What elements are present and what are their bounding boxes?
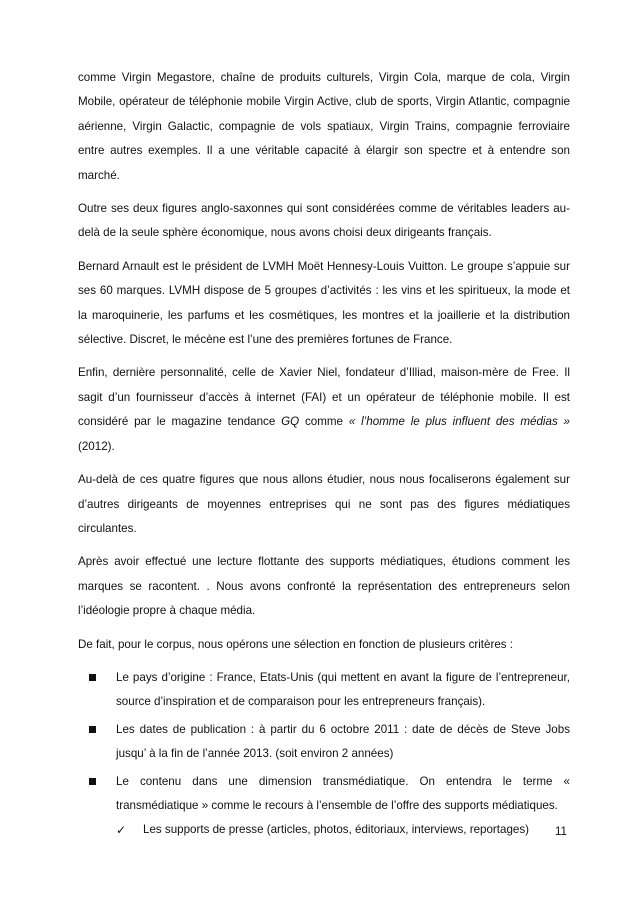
magazine-name: GQ	[281, 415, 300, 429]
niel-text-after: (2012).	[78, 439, 115, 453]
paragraph-other-leaders: Au-delà de ces quatre figures que nous allons étudier, nous nous focaliserons également sur d’autres dirigeants de moyennes entreprises qui ne sont pas des figures médiatiques circulantes.	[78, 473, 570, 535]
criteria-item-content	[116, 770, 570, 843]
criteria-item-dates	[116, 718, 570, 767]
niel-quote: « l’homme le plus influent des médias »	[348, 415, 571, 429]
sub-criteria-item	[116, 818, 570, 842]
paragraph-virgin: comme Virgin Megastore, chaîne de produits culturels, Virgin Cola, marque de cola, Virgin Mobile, opérateur de téléphonie mobile Virgin Active, club de sports, Virgin Atlantic, compagnie aérienne, Virgin Galactic, compagnie de vols spatiaux, Virgin Trains, compagnie ferroviaire entre autres exemples. Il a une véritable capacité à élargir son spectre et à entendre son marché.	[78, 71, 570, 182]
sub-criteria-text: Les supports de presse (articles, photos, éditoriaux, interviews, reportages)	[143, 823, 530, 837]
paragraph-arnault: Bernard Arnault est le président de LVMH Moët Hennesy-Louis Vuitton. Le groupe s’appuie sur ses 60 marques. LVMH dispose de 5 groupes d’activités : les vins et les spiritueux, la mode et la maroquinerie, les parfums et les cosmétiques, les montres et la joaillerie et la distribution sélective. Discret, le mécène est l’une des premières fortunes de France.	[78, 259, 570, 347]
criteria-text: Les dates de publication : à partir du 6 octobre 2011 : date de décès de Steve Jobs jusqu’ à la fin de l’année 2013. (soit environ 2 années)	[116, 722, 570, 761]
niel-text-before: Enfin, dernière personnalité, celle de Xavier Niel, fondateur d’Illiad, maison-mère de Free. Il sagit d’un fournisseur d’accès à internet (FAI) et un opérateur de téléphonie mobile. Il est considéré par le magazine tendance	[78, 366, 570, 429]
criteria-text: Le contenu dans une dimension transmédiatique. On entendra le terme « transmédiatique » comme le recours à l’ensemble de l’offre des supports médiatiques.	[116, 774, 570, 812]
page-number: 11	[554, 825, 567, 838]
body-text	[78, 66, 570, 846]
sub-criteria-list	[116, 818, 570, 842]
criteria-list	[78, 666, 570, 843]
paragraph-niel	[78, 361, 570, 459]
niel-text-middle: comme	[299, 415, 349, 429]
criteria-text: Le pays d’origine : France, Etats-Unis (qui mettent en avant la figure de l’entrepreneur, source d’inspiration et de comparaison pour les entrepreneurs français).	[116, 670, 570, 709]
criteria-item-origin	[116, 666, 570, 715]
paragraph-french-leaders: Outre ses deux figures anglo-saxonnes qui sont considérées comme de véritables leaders au-delà de la seule sphère économique, nous avons choisi deux dirigeants français.	[78, 202, 570, 240]
paragraph-corpus: De fait, pour le corpus, nous opérons une sélection en fonction de plusieurs critères :	[78, 637, 514, 651]
paragraph-reading: Après avoir effectué une lecture flottante des supports médiatiques, étudions comment les marques se racontent. . Nous avons confronté la représentation des entrepreneurs selon l’idéologie propre à chaque média.	[78, 555, 570, 618]
check-icon: ✓	[116, 823, 127, 838]
